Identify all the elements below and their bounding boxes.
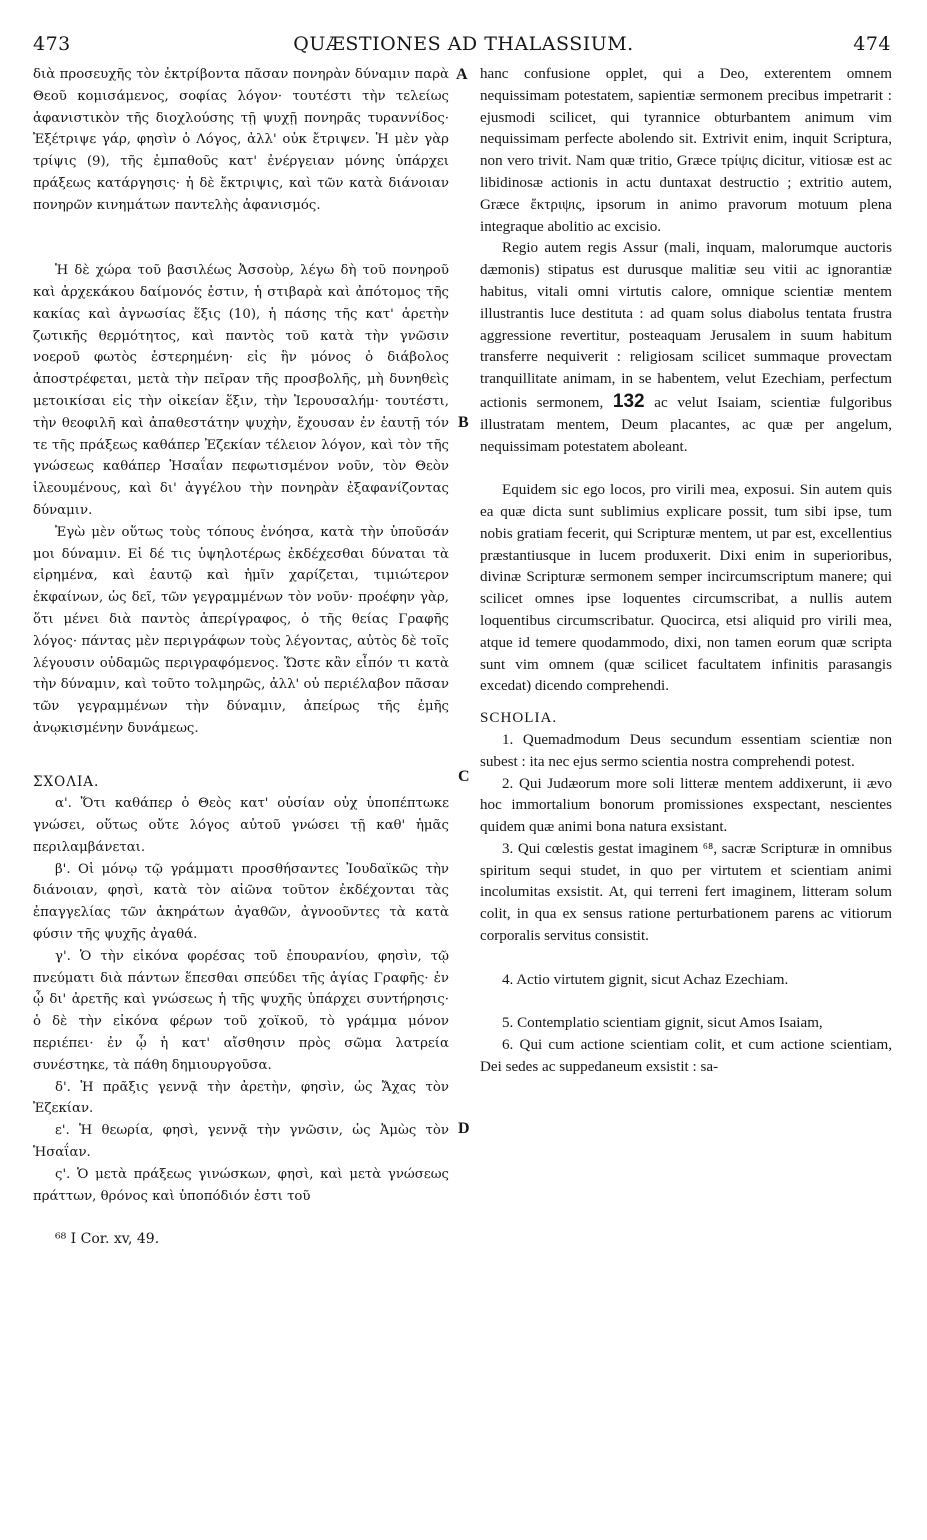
running-title: QUÆSTIONES AD THALASSIUM. bbox=[293, 33, 634, 55]
scholia-heading-greek: ΣΧΟΛΙΑ. bbox=[33, 773, 100, 790]
greek-scholion: α'. Ὅτι καθάπερ ὁ Θεὸς κατ' οὐσίαν οὐχ ὑποπέπτωκε γνώσει, οὕτως οὔτε λόγος αὐτοῦ γνώσει τῇ καθ' ἡμᾶς περιλαμβάνεται. bbox=[33, 796, 449, 855]
latin-paragraph: Equidem sic ego locos, pro virili mea, exposui. Sin autem quis ea quæ dicta sunt sublimius explicare possit, tum sibi ipse, tum nobis gratiam fecerit, qui Scripturæ mentem, ut par est, excellentius præstantiusque in lucem produxerit. Dixi enim in superioribus, divinæ Scripturæ sermonem semper incircumscriptum manere; qui scilicet omnes ipse loquentes circumscribat, a nullis autem loquentibus circumscribatur. Quocirca, etsi aliquid pro virili mea, atque id temere quodammodo, dixi, non tamen eorum quæ scripta sunt vim omnem (quæ scilicet facultatem infinitis parasangis excedat) dicendo comprehendi. bbox=[480, 482, 892, 695]
greek-column bbox=[33, 64, 449, 1251]
greek-scholion: β'. Οἱ μόνῳ τῷ γράμματι προσθήσαντες Ἰουδαϊκῶς τὴν διάνοιαν, φησὶ, κατὰ τὸν αἰῶνα τοῦτον ἐκδέχονται τὰς ἐπαγγελίας τῶν ἀκηράτων ἀγαθῶν, ἀγνοοῦντες τὰ κατὰ φύσιν τῆς ψυχῆς ἀγαθά. bbox=[33, 861, 449, 943]
greek-scholion: δ'. Ἡ πρᾶξις γεννᾷ τὴν ἀρετὴν, φησὶν, ὡς Ἄχας τὸν Ἐζεκίαν. bbox=[33, 1079, 449, 1117]
right-page-number: 474 bbox=[853, 33, 891, 55]
margin-letter-c: C bbox=[458, 768, 470, 785]
latin-scholion: 4. Actio virtutem gignit, sicut Achaz Ezechiam. bbox=[502, 971, 789, 988]
margin-letter-b: B bbox=[458, 414, 469, 431]
latin-paragraph: hanc confusione opplet, qui a Deo, exterentem omnem nequissimam potestatem, sapientiæ sermonem precibus impetrarit : ejusmodi scilicet, qui tyrannice obturbantem animum vim nequissimam perfecte abolendo sit. Extrivit enim, inquit Scriptura, non vero trivit. Nam quæ tritio, Græce τρίψις dicitur, vitiosæ est ac libidinosæ actionis in actu duntaxat destructio ; extritio autem, Græce ἔκτριψις, ipsorum in animo pravorum motuum plena integraque abolitio ac excisio. bbox=[480, 66, 892, 235]
latin-scholion: 2. Qui Judæorum more soli litteræ mentem addixerunt, ii ævo hoc immortalium bonorum promissiones exspectant, nescientes quidem quæ animi bona natura exsistant. bbox=[480, 775, 892, 836]
margin-letter-a: A bbox=[456, 66, 468, 83]
latin-scholion: 6. Qui cum actione scientiam colit, et cum actione scientiam, Dei sedes ac suppedaneum exsistit : sa- bbox=[480, 1037, 892, 1075]
greek-scholion: ς'. Ὁ μετὰ πράξεως γινώσκων, φησὶ, καὶ μετὰ γνώσεως πράττων, θρόνος καὶ ὑποπόδιόν ἐστι τοῦ bbox=[33, 1166, 449, 1204]
latin-scholion: 3. Qui cœlestis gestat imaginem ⁶⁸, sacræ Scripturæ in omnibus spiritum sequi studet, in quo per virtutem et scientiam animi incolumitas exsistit. At, qui terreni fert imaginem, litteram solum colit, in qua ex sensus ratione perturbationem parens ac vitiorum corporalis servitus consistit. bbox=[480, 840, 892, 945]
greek-paragraph: Ἐγὼ μὲν οὕτως τοὺς τόπους ἐνόησα, κατὰ τὴν ὑποῦσάν μοι δύναμιν. Εἰ δέ τις ὑψηλοτέρως ἐκδέχεσθαι δύναται τὰ εἰρημένα, καὶ ἑαυτῷ καὶ ἡμῖν χαρίζεται, τιμιώτερον ἐκφαίνων, ὡς δεῖ, τῶν γεγραμμένων τὸν νοῦν· προέφην γὰρ, ὅτι μένει διὰ παντὸς ἀπερίγραφος, ὁ τῆς θείας Γραφῆς λόγος· πάντας μὲν περιγράφων τοὺς λέγοντας, αὐτὸς δὲ τοῖς λέγουσιν οὐδαμῶς περιγραφόμενος. Ὥστε κἂν εἶπόν τι κατὰ τὴν δύναμιν, καὶ τοῦτο τολμηρῶς, ἀλλ' οὐ περιέλαβον πᾶσαν τῶν γεγραμμένων τὴν δύναμιν, ἀπείρως τῆς ἐμῆς ἀνῳκισμένην δυνάμεως. bbox=[33, 524, 449, 736]
margin-letter-d: D bbox=[458, 1120, 470, 1137]
latin-scholion: 1. Quemadmodum Deus secundum essentiam scientiæ non subest : ita nec ejus sermo scientia nostra comprehendi potest. bbox=[480, 731, 892, 770]
scholia-heading-latin: SCHOLIA. bbox=[480, 710, 558, 727]
latin-scholion: 5. Contemplatio scientiam gignit, sicut Amos Isaiam, bbox=[502, 1015, 823, 1032]
greek-scholion: ε'. Ἡ θεωρία, φησὶ, γεννᾷ τὴν γνῶσιν, ὡς Ἀμὼς τὸν Ἡσαΐαν. bbox=[33, 1123, 449, 1161]
column-number: 132 bbox=[612, 390, 645, 412]
left-page-number: 473 bbox=[33, 33, 71, 55]
latin-paragraph: Regio autem regis Assur (mali, inquam, malorumque auctoris dæmonis) stipatus est durusque malitiæ seu vitii ac ignorantiæ habitus, vitali omni virtutis calore, omnique scientiæ mentem illustrantis luce destituta : ad quam solus diabolus tentata frustra aggressione revertitur, posteaquam Jerusalem in suum habitum transferre nequiverit : religiosam scilicet summaque provectam tranquillitate animam, in se habentem, velut Ezechiam, perfectum actionis sermonem, 132 ac velut Isaiam, scientiæ fulgoribus illustratam mentem, Deum placantes, ac quæ per angelum, nequissimam potestatem aboleant. bbox=[480, 240, 892, 455]
greek-paragraph: διὰ προσευχῆς τὸν ἐκτρίβοντα πᾶσαν πονηρὰν δύναμιν παρὰ Θεοῦ κομισάμενος, σοφίας λόγον· τουτέστι τὴν τελείως ἀφανιστικὸν τῆς διοχλούσης τῇ ψυχῇ πονηρᾶς τυραννίδος· Ἐξέτριψε γάρ, φησὶν ὁ Λόγος, ἀλλ' οὐκ ἔτριψεν. Ἡ μὲν γὰρ τρίψις (9), τῆς ἐμπαθοῦς κατ' ἐνέργειαν μόνης ὑπάρχει πράξεως κατάργησις· ἡ δὲ ἔκτριψις, καὶ τῶν κατὰ διάνοιαν πονηρῶν κινημάτων παντελὴς ἀφανισμός. bbox=[33, 67, 449, 213]
greek-paragraph: Ἡ δὲ χώρα τοῦ βασιλέως Ἀσσοὺρ, λέγω δὴ τοῦ πονηροῦ καὶ ἀρχεκάκου δαίμονός ἐστιν, ἡ στιβαρὰ καὶ ἀπότομος τῆς κακίας καὶ ἀγνωσίας ἕξις (10), ἡ πάσης τῆς κατ' ἀρετὴν ζωτικῆς θερμότητος, καὶ παντὸς τοῦ κατὰ τὴν γνῶσιν νοεροῦ φωτὸς ἐστερημένη· εἰς ἣν μόνος ὁ διάβολος ἀποστρέφεται, μετὰ τὴν πεῖραν τῆς προσβολῆς, μὴ δυνηθεὶς μετοικίσαι εἰς τὴν οἰκείαν ἕξιν, τὴν Ἱερουσαλήμ· τουτέστι, τὴν θεοφιλῆ καὶ ἀπαθεστάτην ψυχὴν, ἔχουσαν ἐν ἑαυτῇ τόν τε τῆς πράξεως καθάπερ Ἐζεκίαν τέλειον λόγον, καὶ τὸν τῆς γνώσεως καθάπερ Ἡσαΐαν πεφωτισμένον νοῦν, τὸν Θεὸν ἱλεουμένους, καὶ δι' ἀγγέλου τὴν πονηρὰν ἐξαφανίζοντας δύναμιν. bbox=[33, 263, 449, 518]
latin-column bbox=[480, 64, 892, 1079]
greek-scholion: γ'. Ὁ τὴν εἰκόνα φορέσας τοῦ ἐπουρανίου, φησὶν, τῷ πνεύματι διὰ πάντων ἕπεσθαι σπεύδει τῆς ἁγίας Γραφῆς· ἐν ᾧ δι' ἀρετῆς καὶ γνώσεως ἡ τῆς ψυχῆς ὑπάρχει συντήρησις· ὁ δὲ τὴν εἰκόνα φέρων τοῦ χοϊκοῦ, τὸ γράμμα μόνον περιέπει· ἐν ᾧ ἡ κατ' αἴσθησιν πρὸς σῶμα λατρεία συνέστηκε, τὰ πάθη δημιουργοῦσα. bbox=[33, 948, 449, 1073]
footnote: ⁶⁸ I Cor. xv, 49. bbox=[55, 1231, 160, 1248]
